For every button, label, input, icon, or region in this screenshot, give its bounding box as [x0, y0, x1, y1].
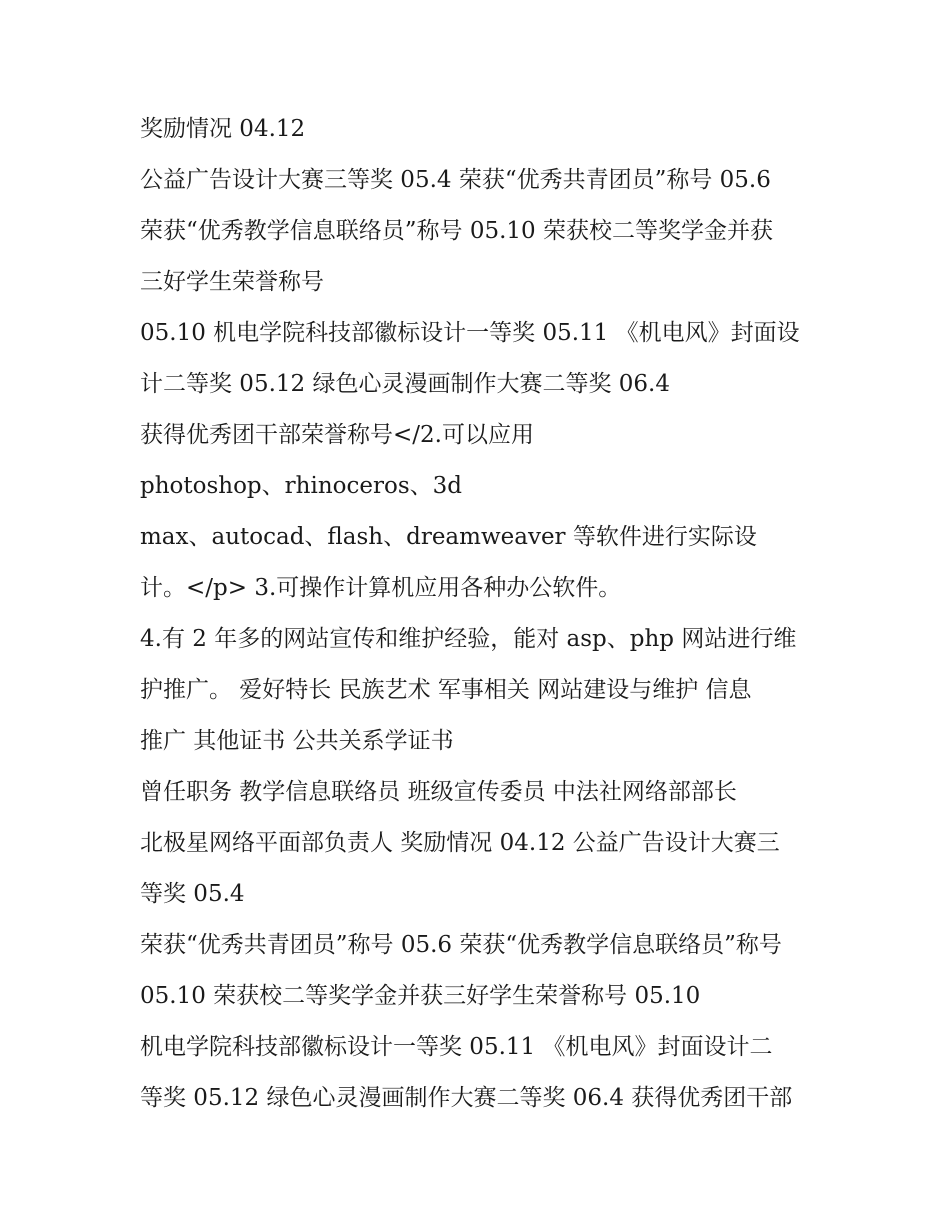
text-line: 05.10 荣获校二等奖学金并获三好学生荣誉称号 05.10: [140, 983, 701, 1009]
text-line: 获得优秀团干部荣誉称号</2.可以应用: [140, 422, 534, 448]
text-line: photoshop、rhinoceros、3d: [140, 473, 462, 499]
text-line: 奖励情况 04.12: [140, 116, 306, 142]
text-line: 计二等奖 05.12 绿色心灵漫画制作大赛二等奖 06.4: [140, 371, 670, 397]
text-line: 北极星网络平面部负责人 奖励情况 04.12 公益广告设计大赛三: [140, 830, 780, 856]
text-line: max、autocad、flash、dreamweaver 等软件进行实际设: [140, 524, 757, 550]
document-body: [140, 104, 840, 1124]
text-line: 计。</p> 3.可操作计算机应用各种办公软件。: [140, 575, 622, 601]
text-line: 推广 其他证书 公共关系学证书: [140, 728, 454, 754]
text-line: 05.10 机电学院科技部徽标设计一等奖 05.11 《机电风》封面设: [140, 320, 800, 346]
text-line: 4.有 2 年多的网站宣传和维护经验，能对 asp、php 网站进行维: [140, 626, 797, 652]
text-line: 三好学生荣誉称号: [140, 269, 324, 295]
text-line: 荣获“优秀共青团员”称号 05.6 荣获“优秀教学信息联络员”称号: [140, 932, 782, 958]
text-line: 护推广。 爱好特长 民族艺术 军事相关 网站建设与维护 信息: [140, 677, 752, 703]
text-line: 曾任职务 教学信息联络员 班级宣传委员 中法社网络部部长: [140, 779, 737, 805]
text-line: 等奖 05.4: [140, 881, 245, 907]
text-line: 等奖 05.12 绿色心灵漫画制作大赛二等奖 06.4 获得优秀团干部: [140, 1085, 793, 1111]
text-line: 公益广告设计大赛三等奖 05.4 荣获“优秀共青团员”称号 05.6: [140, 167, 771, 193]
text-line: 荣获“优秀教学信息联络员”称号 05.10 荣获校二等奖学金并获: [140, 218, 773, 244]
text-line: 机电学院科技部徽标设计一等奖 05.11 《机电风》封面设计二: [140, 1034, 773, 1060]
